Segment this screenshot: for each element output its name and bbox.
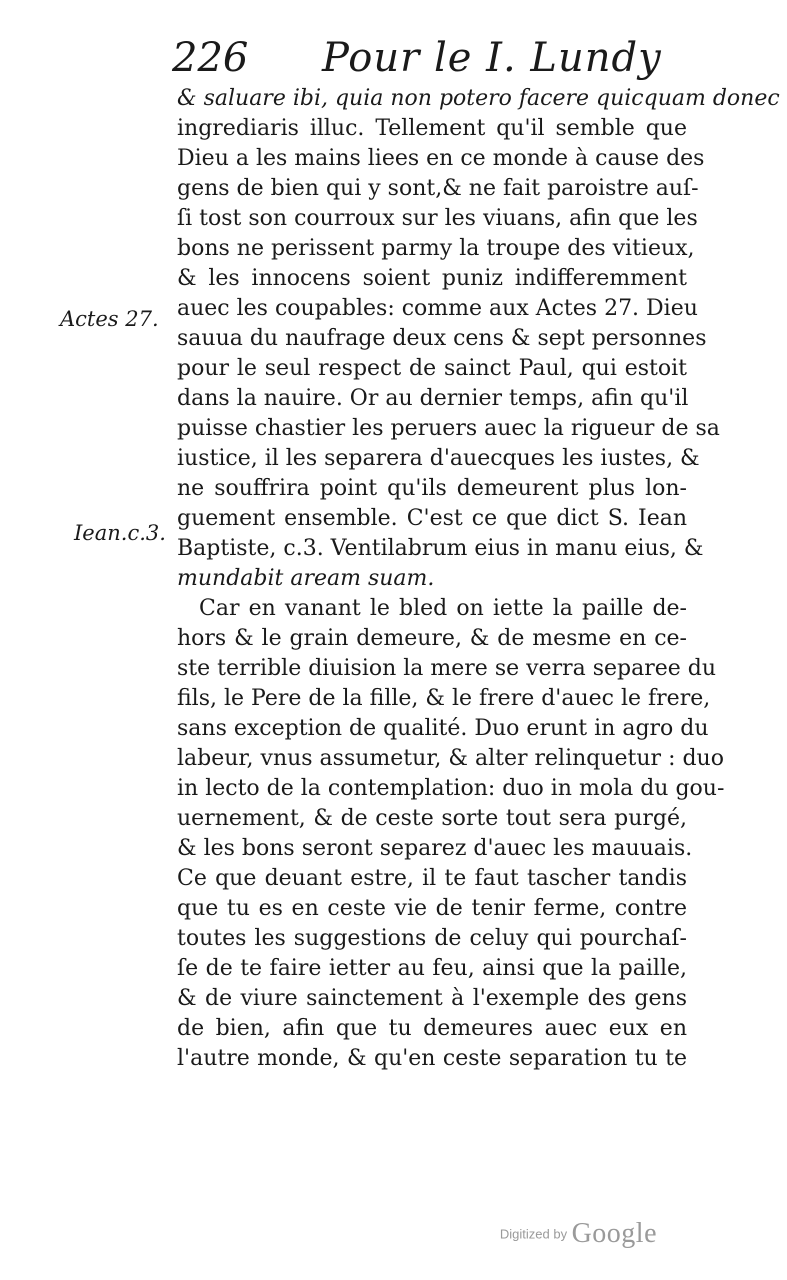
running-title: Pour le I. Lundy [322,35,662,81]
page-header [172,28,692,88]
text-line: & les bons seront separez d'auec les mauuais. [177,836,693,861]
text-line: toutes les suggestions de celuy qui pourchaſ- [177,926,687,951]
text-line: ſi tost son courroux sur les viuans, afin que les [177,206,698,231]
text-line: mundabit aream suam. [177,566,435,591]
text-line: Dieu a les mains liees en ce monde à cause des [177,146,705,171]
text-line: auec les coupables: comme aux Actes 27. Dieu [177,296,698,321]
body-text [177,84,780,1074]
page-number: 226 [172,35,249,81]
margin-note-actes: Actes 27. [60,307,159,331]
text-line: gens de bien qui y sont,& ne fait paroistre auſ- [177,176,699,201]
google-logo: Google [571,1218,657,1249]
text-line: sans exception de qualité. Duo erunt in agro du [177,716,709,741]
text-line: sauua du naufrage deux cens & sept personnes [177,326,707,351]
text-line: dans la nauire. Or au dernier temps, afin qu'il [177,386,689,411]
text-line: Baptiste, c.3. Ventilabrum eius in manu eius, & [177,536,704,561]
text-line: fils, le Pere de la fille, & le frere d'auec le frere, [177,686,711,711]
text-line: Car en vanant le bled on iette la paille de- [199,596,687,621]
text-line: & saluare ibi, quia non potero facere quicquam donec [177,86,780,111]
text-line: uernement, & de ceste sorte tout sera purgé, [177,806,687,831]
text-line: bons ne perissent parmy la troupe des vitieux, [177,236,695,261]
text-line: ste terrible diuision la mere se verra separee du [177,656,717,681]
text-line: in lecto de la contemplation: duo in mola du gou- [177,776,725,801]
text-line: & de viure sainctement à l'exemple des gens [177,986,687,1011]
text-line: ingrediaris illuc. Tellement qu'il semble que [177,116,687,141]
text-line: ſe de te faire ietter au feu, ainsi que la paille, [177,956,687,981]
text-line: iustice, il les separera d'auecques les iustes, & [177,446,700,471]
text-line: Ce que deuant estre, il te faut tascher tandis [177,866,687,891]
text-line: l'autre monde, & qu'en ceste separation tu te [177,1046,687,1071]
digitized-by-label: Digitized by [499,1226,568,1242]
text-line: & les innocens soient puniz indifferemment [177,266,687,291]
text-line: ne souffrira point qu'ils demeurent plus lon- [177,476,687,501]
text-line: guement ensemble. C'est ce que dict S. Iean [177,506,687,531]
text-line: hors & le grain demeure, & de mesme en ce- [177,626,687,651]
text-line: puisse chastier les peruers auec la rigueur de sa [177,416,720,441]
text-line: labeur, vnus assumetur, & alter relinquetur : duo [177,746,724,771]
google-watermark [500,1218,657,1250]
text-line: pour le seul respect de sainct Paul, qui estoit [177,356,687,381]
text-line: que tu es en ceste vie de tenir ferme, contre [177,896,687,921]
text-line: de bien, afin que tu demeures auec eux en [177,1016,687,1041]
margin-note-iean: Iean.c.3. [74,521,166,545]
